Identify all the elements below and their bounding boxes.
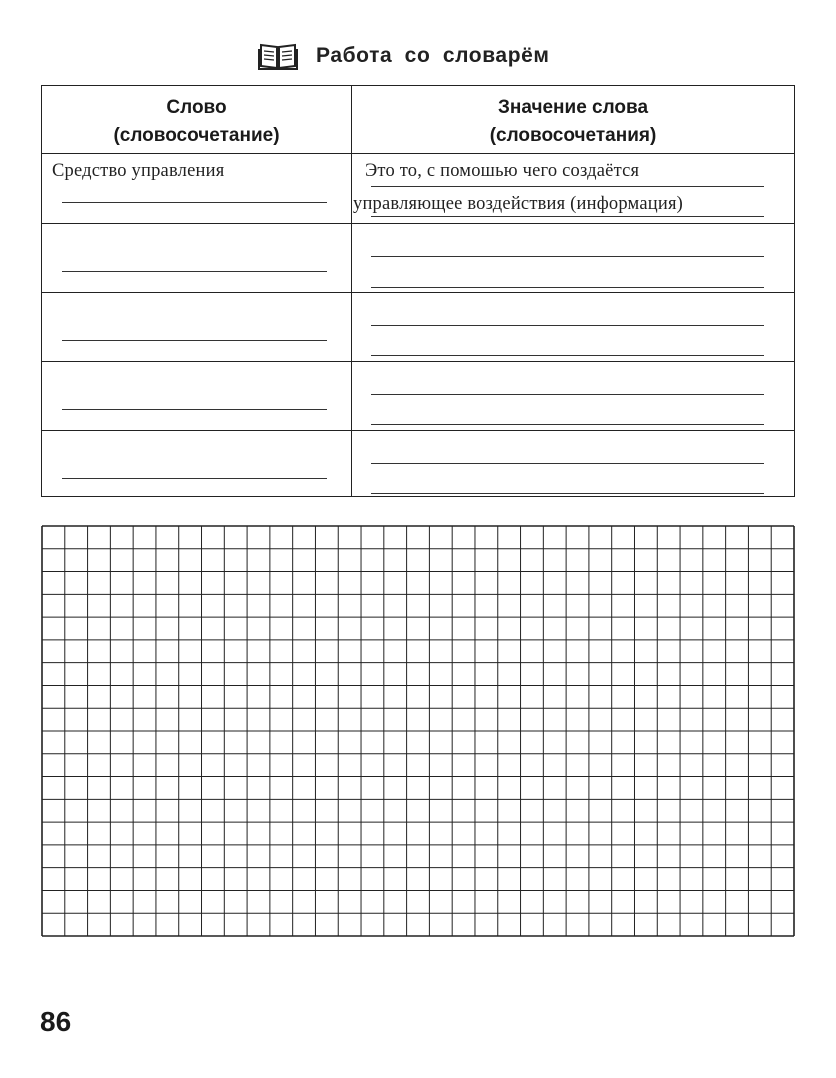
page-title: Работа со словарём [316,44,550,67]
row-4-word-line[interactable] [62,409,327,410]
column-header-meaning [352,94,794,150]
row-4-meaning-line2-rule[interactable] [371,424,764,425]
grid-lines [41,525,795,937]
open-book-icon [258,41,298,71]
page-header [258,36,550,76]
row-3-word-line[interactable] [62,340,327,341]
row-4-meaning-line1-rule[interactable] [371,394,764,395]
row-1-word-line[interactable] [62,202,327,203]
row-divider [42,292,794,293]
row-divider [42,361,794,362]
row-5-meaning-line1-rule[interactable] [371,463,764,464]
row-5-meaning-line2-rule[interactable] [371,493,764,494]
row-2-meaning-line2-rule[interactable] [371,287,764,288]
row-1-word: Средство управления [52,161,225,181]
row-divider [42,430,794,431]
row-5-word-line[interactable] [62,478,327,479]
column-header-meaning-title: Значение слова [497,97,649,118]
row-1-meaning-line1: Это то, с помошью чего создаётся [365,161,640,181]
row-divider [42,223,794,224]
row-2-meaning-line1-rule[interactable] [371,256,764,257]
row-3-meaning-line1-rule[interactable] [371,325,764,326]
row-1-meaning-line2: управляющее воздействия (информация) [353,194,684,214]
row-1-meaning-line2-rule[interactable] [371,216,764,217]
row-divider [42,153,794,154]
row-3-meaning-line2-rule[interactable] [371,355,764,356]
vocabulary-table [41,85,795,497]
column-header-word [42,94,351,150]
column-header-meaning-subtitle: (словосочетания) [489,125,657,146]
row-2-word-line[interactable] [62,271,327,272]
column-header-word-title: Слово [166,97,227,118]
squared-writing-grid[interactable] [41,525,795,937]
row-1-meaning-line1-rule[interactable] [371,186,764,187]
column-header-word-subtitle: (словосочетание) [113,125,280,146]
page-number: 86 [40,1006,72,1037]
